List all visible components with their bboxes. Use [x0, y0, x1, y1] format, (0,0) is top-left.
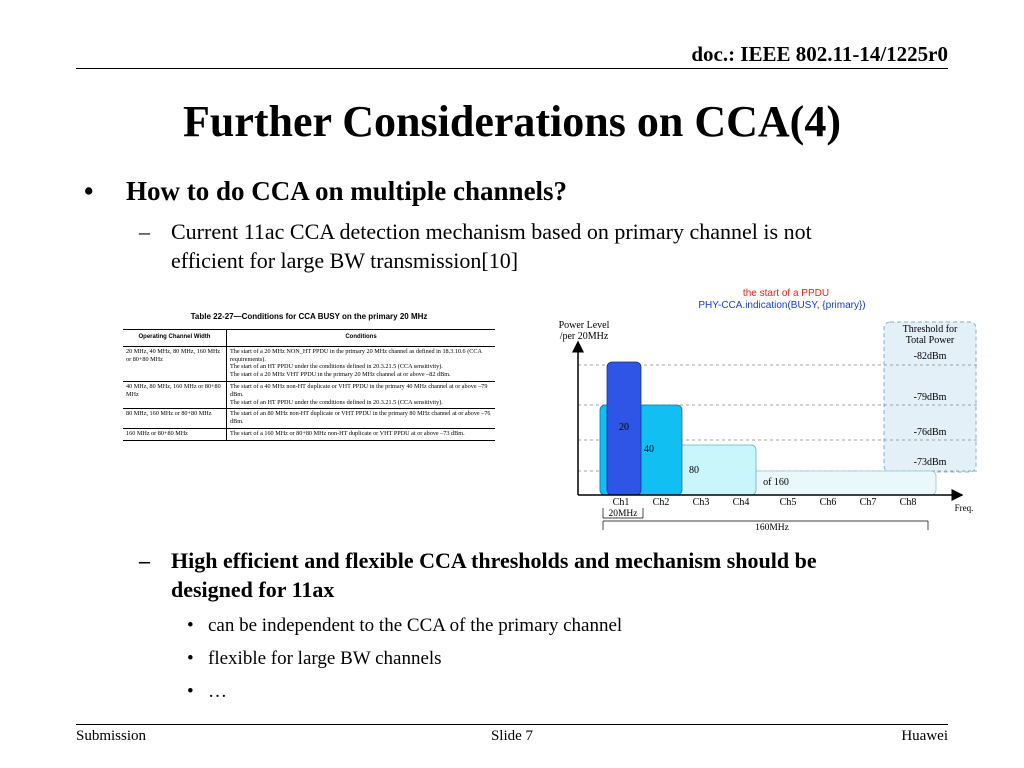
- table-row: [123, 409, 495, 429]
- threshold-title: Threshold for: [902, 324, 958, 335]
- channel-label: Ch3: [692, 497, 710, 508]
- footer-submission: Submission: [76, 728, 147, 744]
- threshold-value: -79dBm: [913, 392, 947, 403]
- bullet-level3: [187, 615, 623, 637]
- channel-label: Ch4: [732, 497, 750, 508]
- table-cell-width: 40 MHz, 80 MHz, 160 MHz or 80+80 MHz: [123, 381, 227, 408]
- table-row: [123, 381, 495, 408]
- sub-bullet-line: High efficient and flexible CCA thresholds and mechanism should be: [171, 548, 817, 573]
- channel-label: Ch6: [819, 497, 837, 508]
- condition-text: The start of an HT PPDU under the conditions defined in 20.3.21.5 (CCA sensitivity).: [230, 398, 443, 406]
- table-cell-width: 80 MHz, 160 MHz or 80+80 MHz: [123, 409, 227, 429]
- condition-text: The start of a 20 MHz VHT PPDU in the primary 20 MHz channel at or above –82 dBm.: [230, 371, 451, 379]
- table-header-cell: Operating Channel Width: [123, 330, 227, 347]
- dash-marker: –: [139, 548, 150, 573]
- condition-text: The start of an 80 MHz non-HT duplicate or VHT PPDU in the primary 80 MHz channel at or above –76 dBm.: [230, 410, 491, 426]
- sub-bullet-11ax-cca: [139, 546, 941, 604]
- channel-label: Ch2: [652, 497, 670, 508]
- sub-bullet-line: designed for 11ax: [171, 577, 335, 602]
- condition-text: The start of an HT PPDU under the conditions defined in 20.3.21.5 (CCA sensitivity).: [230, 363, 443, 371]
- footer-rule: [76, 724, 948, 725]
- y-axis-label: /per 20MHz: [559, 331, 609, 342]
- bullet-level3-text: can be independent to the CCA of the primary channel: [208, 615, 623, 636]
- table-cell-conditions: [227, 381, 496, 408]
- bullet-level3: [187, 681, 227, 703]
- table-header-cell: Conditions: [227, 330, 496, 347]
- condition-text: The start of a 20 MHz NON_HT PPDU in the primary 20 MHz channel as defined in 18.3.10.6 (CCA requirements).: [230, 347, 482, 363]
- table-cell-conditions: [227, 428, 496, 440]
- threshold-value: -76dBm: [913, 427, 947, 438]
- ppdu-start-label: the start of a PPDU: [742, 288, 830, 299]
- footer-company: Huawei: [901, 728, 948, 744]
- table-header-row: [123, 330, 495, 347]
- footer-slide-number: Slide 7: [490, 728, 534, 744]
- bar-label: 80: [689, 465, 699, 476]
- header-rule: [76, 68, 948, 69]
- channel-label: Ch1: [612, 497, 630, 508]
- threshold-value: -82dBm: [913, 351, 947, 362]
- phy-cca-indication-label: PHY-CCA.indication(BUSY, {primary}): [698, 300, 866, 311]
- y-axis-label: Power Level: [558, 320, 610, 331]
- bw-160mhz-label: 160MHz: [755, 523, 789, 532]
- table-row: [123, 346, 495, 381]
- bullet-dot: •: [187, 648, 194, 669]
- dash-marker: –: [139, 219, 150, 244]
- bullet-dot: •: [187, 681, 194, 702]
- sub-bullet-current-cca: [139, 217, 941, 275]
- table-cell-width: 20 MHz, 40 MHz, 80 MHz, 160 MHz or 80+80 MHz: [123, 346, 227, 381]
- channel-label: Ch5: [779, 497, 797, 508]
- bullet-dot: •: [84, 176, 94, 206]
- bar-label: 40: [644, 444, 654, 455]
- doc-id: doc.: IEEE 802.11-14/1225r0: [691, 42, 948, 66]
- bullet-dot: •: [187, 615, 194, 636]
- cca-table-figure: [123, 312, 495, 441]
- table-cell-conditions: [227, 409, 496, 429]
- bar-label: of 160: [763, 477, 789, 488]
- table-cell-width: 160 MHz or 80+80 MHz: [123, 428, 227, 440]
- bullet-level3: [187, 648, 442, 670]
- threshold-value: -73dBm: [913, 457, 947, 468]
- condition-text: The start of a 160 MHz or 80+80 MHz non-HT duplicate or VHT PPDU at or above –73 dBm.: [230, 429, 465, 437]
- bullet-level3-text: flexible for large BW channels: [208, 648, 442, 669]
- channel-label: Ch7: [859, 497, 877, 508]
- channel-label: Ch8: [899, 497, 917, 508]
- cca-channel-diagram: [540, 282, 980, 532]
- threshold-title: Total Power: [905, 335, 955, 346]
- cca-conditions-table: [123, 329, 495, 441]
- condition-text: The start of a 40 MHz non-HT duplicate or VHT PPDU in the primary 40 MHz channel at or above –79 dBm.: [230, 382, 488, 398]
- sub-bullet-line: Current 11ac CCA detection mechanism based on primary channel is not: [171, 219, 812, 244]
- bullet-level1-text: How to do CCA on multiple channels?: [126, 176, 568, 206]
- table-caption: Table 22-27—Conditions for CCA BUSY on the primary 20 MHz: [190, 312, 428, 321]
- table-cell-conditions: [227, 346, 496, 381]
- table-row: [123, 428, 495, 440]
- sub-bullet-line: efficient for large BW transmission[10]: [171, 248, 519, 273]
- slide-title: Further Considerations on CCA(4): [183, 97, 841, 146]
- bullet-level3-text: …: [208, 681, 227, 702]
- bar-label: 20: [619, 422, 629, 433]
- bw-20mhz-label: 20MHz: [608, 509, 638, 519]
- freq-label: Freq.: [954, 503, 974, 513]
